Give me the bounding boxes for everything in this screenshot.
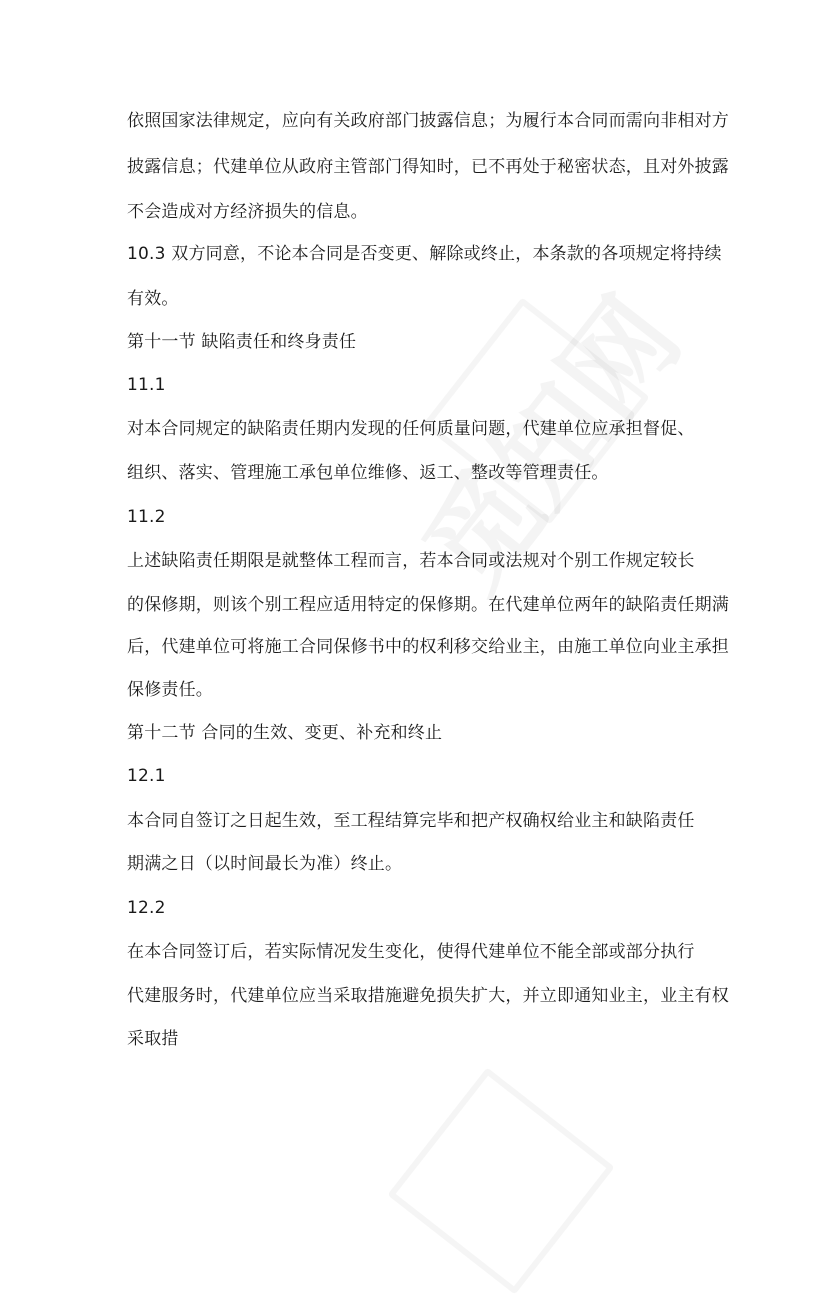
section-heading-12: 第十二节 合同的生效、变更、补充和终止	[127, 723, 443, 743]
section-heading-11: 第十一节 缺陷责任和终身责任	[127, 332, 357, 352]
paragraph-line: 代建服务时，代建单位应当采取措施避免损失扩大，并立即通知业主，业主有权	[127, 986, 729, 1006]
paragraph-line: 有效。	[127, 289, 179, 309]
paragraph-line: 后，代建单位可将施工合同保修书中的权利移交给业主，由施工单位向业主承担	[127, 637, 729, 657]
clause-number-11-1: 11.1	[127, 375, 166, 395]
paragraph-line: 保修责任。	[127, 680, 213, 700]
paragraph-line: 披露信息；代建单位从政府主管部门得知时，已不再处于秘密状态，且对外披露	[127, 157, 729, 177]
watermark-frame-bottom	[387, 1067, 614, 1294]
paragraph-line: 本合同自签订之日起生效，至工程结算完毕和把产权确权给业主和缺陷责任	[127, 811, 695, 831]
clause-number-12-1: 12.1	[127, 766, 166, 786]
paragraph-line: 上述缺陷责任期限是就整体工程而言，若本合同或法规对个别工作规定较长	[127, 551, 695, 571]
paragraph-line: 在本合同签订后，若实际情况发生变化，使得代建单位不能全部或部分执行	[127, 942, 695, 962]
paragraph-line: 依照国家法律规定，应向有关政府部门披露信息；为履行本合同而需向非相对方	[127, 111, 729, 131]
paragraph-line: 不会造成对方经济损失的信息。	[127, 202, 368, 222]
paragraph-line: 对本合同规定的缺陷责任期内发现的任何质量问题，代建单位应承担督促、	[127, 419, 695, 439]
paragraph-line: 组织、落实、管理施工承包单位维修、返工、整改等管理责任。	[127, 463, 609, 483]
paragraph-line: 的保修期，则该个别工程应适用特定的保修期。在代建单位两年的缺陷责任期满	[127, 595, 729, 615]
clause-number-11-2: 11.2	[127, 507, 166, 527]
clause-number-12-2: 12.2	[127, 898, 166, 918]
clause-10-3: 10.3 双方同意，不论本合同是否变更、解除或终止，本条款的各项规定将持续	[127, 244, 722, 264]
paragraph-line: 采取措	[127, 1029, 179, 1049]
paragraph-line: 期满之日（以时间最长为准）终止。	[127, 854, 403, 874]
